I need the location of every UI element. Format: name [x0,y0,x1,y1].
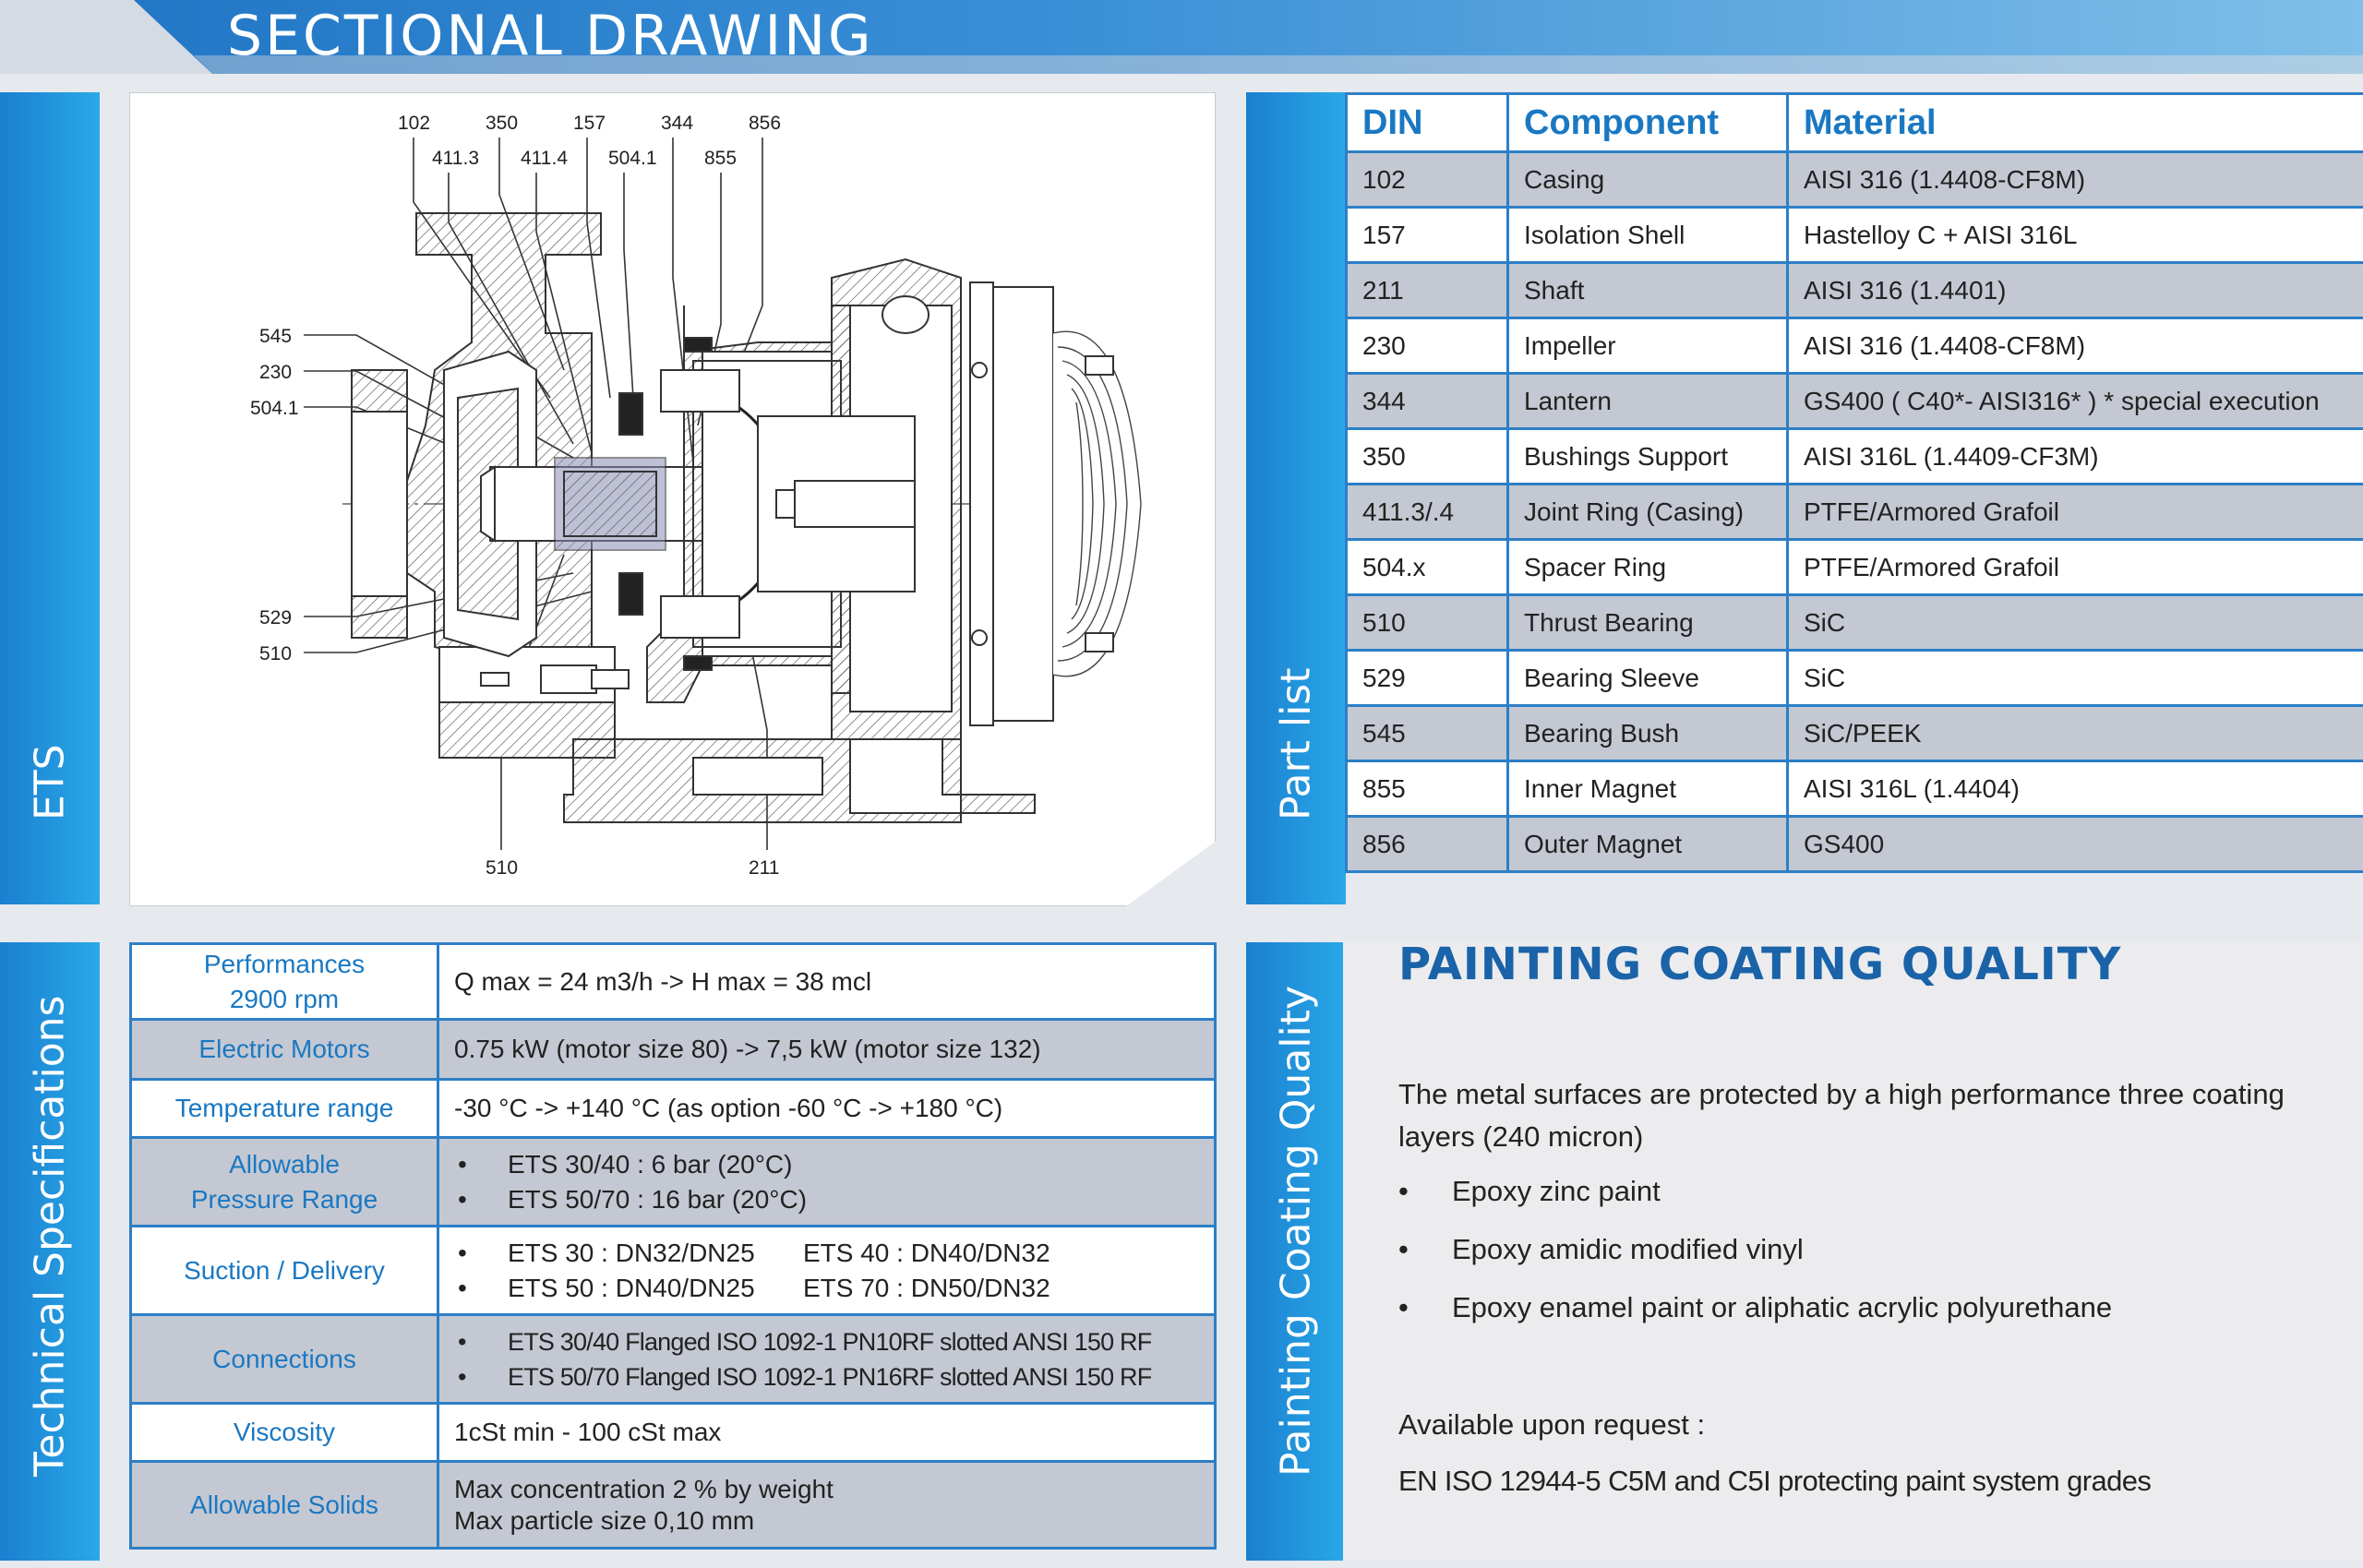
din-cell: 344 [1347,374,1508,429]
spec-label-line: 2900 rpm [229,984,340,1013]
callout-510-bottom: 510 [486,857,519,879]
material-cell: AISI 316 (1.4401) [1788,263,2363,318]
spec-label-line: Allowable [229,1149,340,1179]
material-cell: AISI 316L (1.4409-CF3M) [1788,429,2363,485]
tab-tech-specs-label: Technical Specifications [26,995,74,1477]
suction-entry: ETS 30 : DN32/DN25 [508,1238,755,1267]
table-row [1347,152,2363,208]
spec-row-motors [131,1020,1216,1080]
material-cell: AISI 316L (1.4404) [1788,761,2363,817]
table-row [1347,761,2363,817]
callout-855: 855 [704,148,738,169]
table-row [1347,485,2363,540]
spec-row-temperature [131,1080,1216,1138]
col-header-component: Component [1508,94,1788,152]
spec-value-line: Max concentration 2 % by weight [454,1474,834,1503]
table-row [1347,374,2363,429]
material-cell: Hastelloy C + AISI 316L [1788,208,2363,263]
material-cell: GS400 ( C40*- AISI316* ) * special execution [1788,374,2363,429]
painting-title: PAINTING COATING QUALITY [1398,939,2122,990]
list-item: • Epoxy amidic modified vinyl [1398,1228,2321,1287]
table-row [1347,318,2363,374]
sectional-drawing-panel [129,92,1216,906]
component-cell: Bearing Bush [1508,706,1788,761]
spec-row-solids [131,1462,1216,1549]
din-cell: 856 [1347,817,1508,872]
din-cell: 102 [1347,152,1508,208]
painting-request-label: Available upon request : [1398,1408,1706,1441]
spec-label: Electric Motors [131,1020,438,1080]
din-cell: 211 [1347,263,1508,318]
din-cell: 157 [1347,208,1508,263]
din-cell: 545 [1347,706,1508,761]
painting-intro: The metal surfaces are protected by a high performance three coating layers (240 micron) [1398,1078,2285,1153]
tab-part-list [1246,92,1346,904]
painting-panel [1343,939,2363,1561]
spec-label: Viscosity [131,1404,438,1462]
table-row [1347,263,2363,318]
material-cell: AISI 316 (1.4408-CF8M) [1788,318,2363,374]
col-header-material: Material [1788,94,2363,152]
component-cell: Spacer Ring [1508,540,1788,595]
spec-label [131,944,438,1020]
callout-856: 856 [749,113,782,134]
callout-545: 545 [259,326,293,347]
din-cell: 411.3/.4 [1347,485,1508,540]
spec-row-performances [131,944,1216,1020]
part-list-table [1345,92,2363,873]
din-cell: 230 [1347,318,1508,374]
list-item: • Epoxy enamel paint or aliphatic acrylic polyurethane [1398,1287,2321,1345]
material-cell: PTFE/Armored Grafoil [1788,485,2363,540]
spec-label-line: Performances [203,949,366,978]
painting-list [1398,1170,2321,1345]
spec-row-suction [131,1227,1216,1315]
table-row [1347,595,2363,651]
spec-value: -30 °C -> +140 °C (as option -60 °C -> +180 °C) [438,1080,1216,1138]
list-item [454,1236,1199,1271]
table-row [1347,706,2363,761]
painting-list-wrap [1398,1170,2321,1345]
part-list-header-row [1347,94,2363,152]
callout-157: 157 [573,113,606,134]
table-row [1347,540,2363,595]
din-cell: 504.x [1347,540,1508,595]
spec-label: Suction / Delivery [131,1227,438,1315]
spec-value [438,1315,1216,1404]
material-cell: SiC/PEEK [1788,706,2363,761]
table-row [1347,208,2363,263]
tab-painting [1246,942,1346,1561]
table-row [1347,651,2363,706]
col-header-din: DIN [1347,94,1508,152]
callout-529: 529 [259,607,293,628]
page-title: SECTIONAL DRAWING [227,4,874,68]
list-item: • ETS 30/40 : 6 bar (20°C) [454,1147,1199,1182]
din-cell: 529 [1347,651,1508,706]
callout-230: 230 [259,362,293,383]
component-cell: Lantern [1508,374,1788,429]
component-cell: Shaft [1508,263,1788,318]
din-cell: 350 [1347,429,1508,485]
spec-value [438,1462,1216,1549]
spec-value: 1cSt min - 100 cSt max [438,1404,1216,1462]
spec-value [438,1138,1216,1227]
material-cell: PTFE/Armored Grafoil [1788,540,2363,595]
suction-entry: ETS 40 : DN40/DN32 [803,1238,1050,1267]
tech-specs-table [129,942,1217,1550]
component-cell: Casing [1508,152,1788,208]
din-cell: 855 [1347,761,1508,817]
callout-504-1-left: 504.1 [250,398,299,419]
tab-ets [0,92,100,904]
spec-row-connections [131,1315,1216,1404]
table-row [1347,429,2363,485]
spec-value: Q max = 24 m3/h -> H max = 38 mcl [438,944,1216,1020]
tab-part-list-label: Part list [1272,667,1320,820]
table-row [1347,817,2363,872]
list-item: • ETS 50/70 Flanged ISO 1092-1 PN16RF slotted ANSI 150 RF [454,1359,1199,1394]
spec-row-viscosity [131,1404,1216,1462]
spec-value: 0.75 kW (motor size 80) -> 7,5 kW (motor size 132) [438,1020,1216,1080]
material-cell: AISI 316 (1.4408-CF8M) [1788,152,2363,208]
tab-tech-specs [0,942,100,1561]
callout-411-4: 411.4 [521,148,568,169]
suction-entry: ETS 50 : DN40/DN25 [508,1273,755,1302]
component-cell: Isolation Shell [1508,208,1788,263]
callout-344: 344 [661,113,694,134]
spec-value [438,1227,1216,1315]
painting-request-value: EN ISO 12944-5 C5M and C5I protecting paint system grades [1398,1465,2152,1497]
component-cell: Joint Ring (Casing) [1508,485,1788,540]
spec-row-pressure [131,1138,1216,1227]
pump-section-drawing [130,93,1215,905]
list-item [454,1271,1199,1306]
spec-label-line: Pressure Range [190,1184,378,1214]
callout-211: 211 [749,857,780,879]
spec-value-line: Max particle size 0,10 mm [454,1505,755,1535]
callout-350: 350 [486,113,519,134]
list-item: • ETS 50/70 : 16 bar (20°C) [454,1182,1199,1217]
component-cell: Impeller [1508,318,1788,374]
material-cell: GS400 [1788,817,2363,872]
callout-504-1-top: 504.1 [608,148,657,169]
list-item: • ETS 30/40 Flanged ISO 1092-1 PN10RF slotted ANSI 150 RF [454,1324,1199,1359]
callout-102: 102 [398,113,431,134]
tab-painting-label: Painting Coating Quality [1272,985,1320,1477]
spec-label: Connections [131,1315,438,1404]
component-cell: Thrust Bearing [1508,595,1788,651]
component-cell: Inner Magnet [1508,761,1788,817]
suction-entry: ETS 70 : DN50/DN32 [803,1273,1050,1302]
din-cell: 510 [1347,595,1508,651]
material-cell: SiC [1788,651,2363,706]
spec-label: Allowable Solids [131,1462,438,1549]
component-cell: Bearing Sleeve [1508,651,1788,706]
callout-510-left: 510 [259,643,293,664]
component-cell: Outer Magnet [1508,817,1788,872]
list-item: • Epoxy zinc paint [1398,1170,2321,1228]
component-cell: Bushings Support [1508,429,1788,485]
spec-label [131,1138,438,1227]
tab-ets-label: ETS [26,744,74,820]
material-cell: SiC [1788,595,2363,651]
spec-label: Temperature range [131,1080,438,1138]
callout-411-3: 411.3 [432,148,479,169]
